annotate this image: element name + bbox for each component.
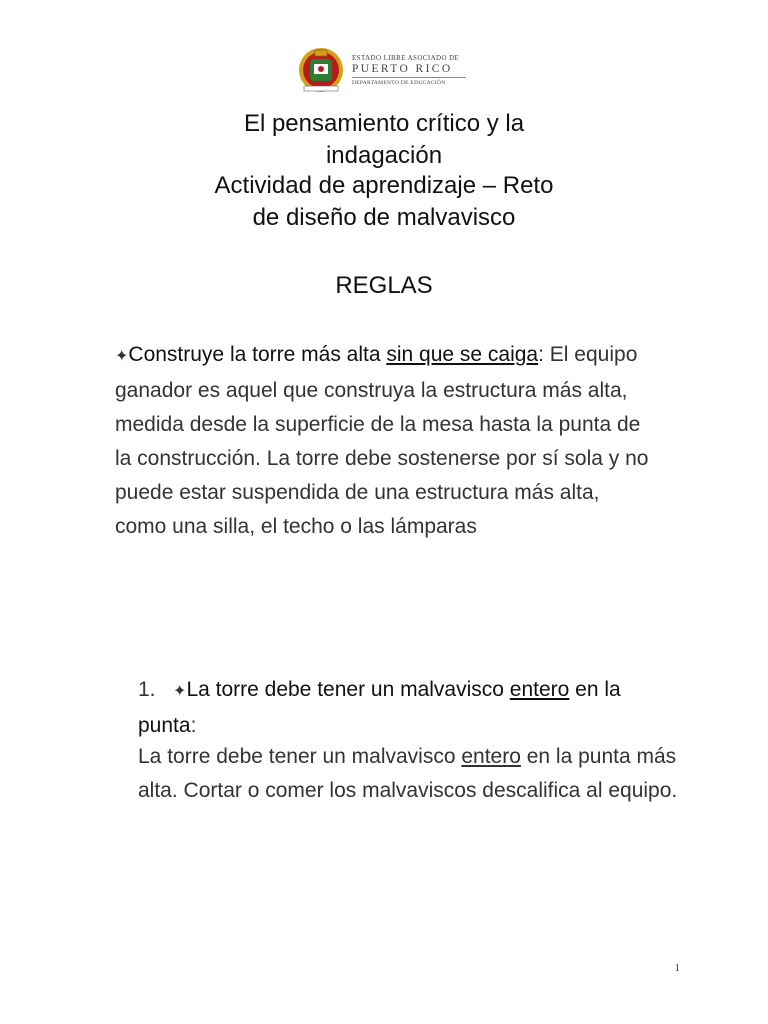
rule2-lead-underlined: entero: [509, 678, 570, 701]
header-logo: [296, 44, 472, 96]
rule1-lead: Construye la torre más alta: [128, 343, 387, 366]
coat-of-arms-icon: [296, 46, 346, 94]
org-line2: PUERTO RICO: [352, 63, 453, 75]
document-subtitle: Actividad de aprendizaje – Reto de diseño de malvavisco: [214, 172, 554, 231]
rule2-body-after: en la punta más alta. Cortar o comer los malvaviscos descalifica al equipo.: [138, 745, 678, 802]
org-line3: DEPARTAMENTO DE EDUCACIÓN: [352, 80, 446, 86]
document-title: El pensamiento crítico y la indagación: [243, 110, 525, 169]
page-number: 1: [674, 962, 680, 974]
rule2-colon: :: [190, 714, 197, 737]
rule-paragraph-2-body: [138, 740, 678, 808]
rule-paragraph-1: [115, 338, 655, 544]
star-icon: ✦: [173, 683, 187, 700]
star-icon: ✦: [115, 348, 129, 365]
org-text: [352, 54, 472, 86]
section-heading: REGLAS: [335, 272, 433, 299]
rule2-body: La torre debe tener un malvavisco: [138, 745, 462, 768]
rule2-body-underlined: entero: [461, 745, 521, 768]
rule1-body: El equipo ganador es aquel que construya la estructura más alta, medida desde la superficie de la mesa hasta la punta de la construcción. La torre debe sostenerse por sí sola y no puede estar suspendida de una estructura más alta, como una silla, el techo o las lámparas: [115, 343, 649, 538]
rule2-lead: La torre debe tener un malvavisco: [186, 678, 510, 701]
rule1-colon: :: [538, 343, 544, 366]
org-divider: [352, 77, 466, 78]
org-line1: ESTADO LIBRE ASOCIADO DE: [352, 54, 460, 62]
rule2-lead-after: en la punta: [138, 678, 621, 737]
list-number: 1.: [138, 678, 156, 701]
rule1-lead-underlined: sin que se caiga: [386, 343, 539, 366]
rule-paragraph-2-heading: [138, 673, 678, 743]
